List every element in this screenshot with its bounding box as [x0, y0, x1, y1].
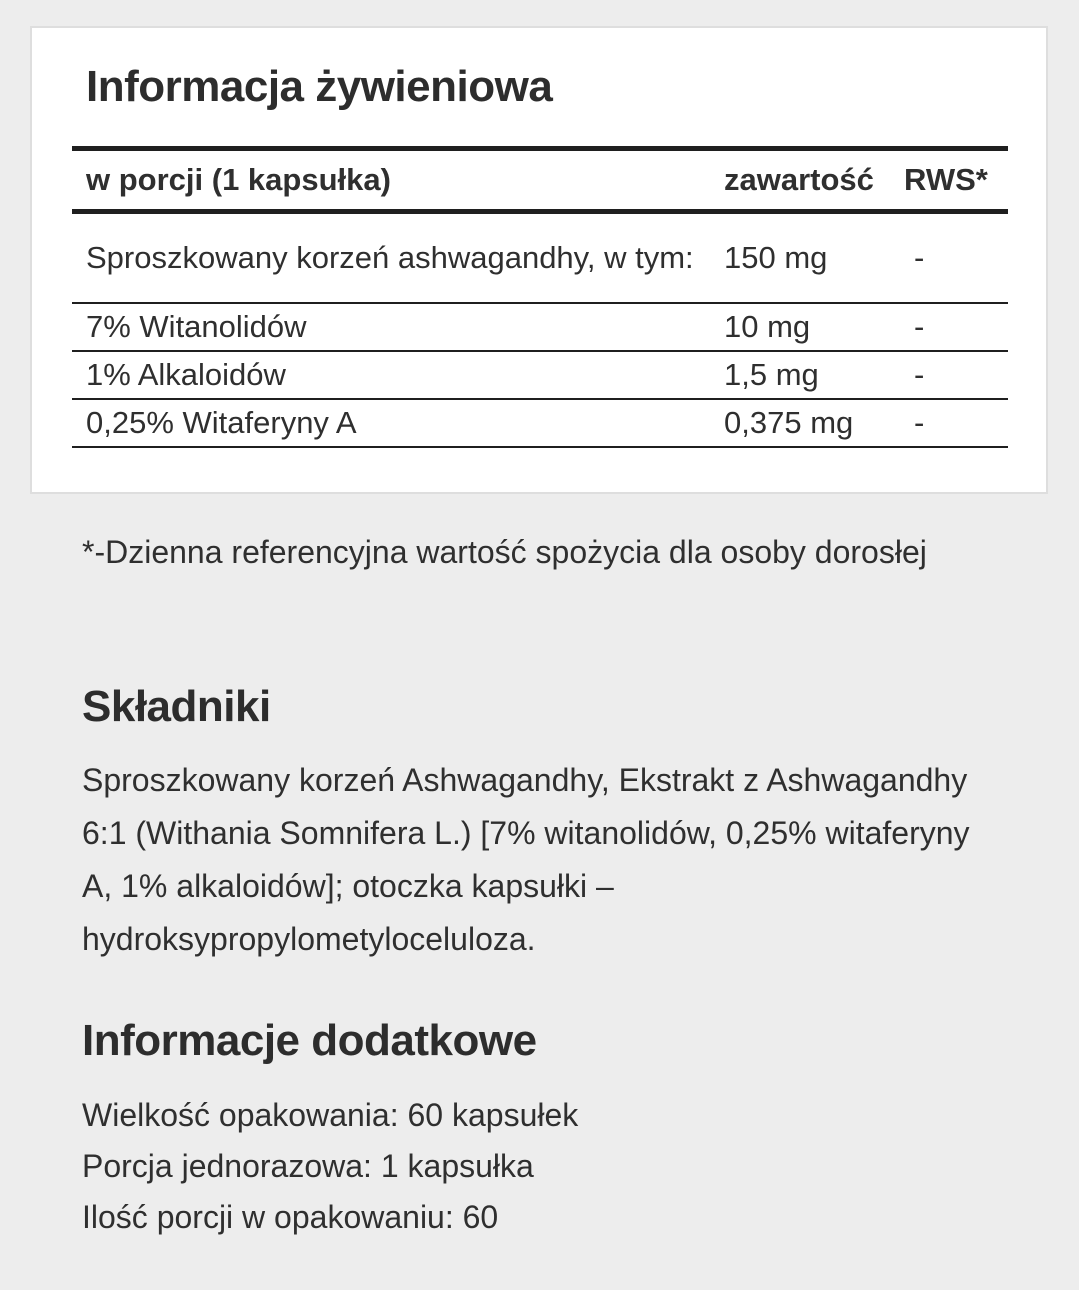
servings-per-package: Ilość porcji w opakowaniu: 60 [82, 1199, 499, 1235]
row-rws: - [904, 399, 1008, 447]
additional-info-heading: Informacje dodatkowe [82, 1016, 537, 1065]
table-row [72, 303, 1008, 351]
table-row [72, 351, 1008, 399]
ingredients-heading: Składniki [82, 682, 271, 731]
row-rws: - [904, 303, 1008, 351]
row-value: 0,375 mg [724, 399, 904, 447]
header-portion: w porcji (1 kapsułka) [72, 149, 724, 212]
row-rws: - [904, 351, 1008, 399]
row-name: Sproszkowany korzeń ashwagandhy, w tym: [72, 212, 724, 304]
row-value: 150 mg [724, 212, 904, 304]
rws-footnote: *-Dzienna referencyjna wartość spożycia dla osoby dorosłej [82, 534, 927, 570]
additional-info-list [82, 1090, 578, 1243]
nutrition-table [72, 146, 1008, 448]
nutrition-card [30, 26, 1048, 494]
ingredients-text: Sproszkowany korzeń Ashwagandhy, Ekstrakt z Ashwagandhy 6:1 (Withania Somnifera L.) [7% witanolidów, 0,25% witaferyny A, 1% alkaloidów]; otoczka kapsułki – hydroksypropylometyloceluloza. [82, 762, 970, 957]
row-name: 1% Alkaloidów [72, 351, 724, 399]
table-header-row [72, 149, 1008, 212]
nutrition-title: Informacja żywieniowa [86, 62, 553, 111]
row-name: 0,25% Witaferyny A [72, 399, 724, 447]
row-value: 10 mg [724, 303, 904, 351]
package-size: Wielkość opakowania: 60 kapsułek [82, 1097, 579, 1133]
header-content: zawartość [724, 149, 904, 212]
row-name: 7% Witanolidów [72, 303, 724, 351]
single-serving: Porcja jednorazowa: 1 kapsułka [82, 1148, 534, 1184]
table-row [72, 399, 1008, 447]
row-rws: - [904, 212, 1008, 304]
header-rws: RWS* [904, 149, 1008, 212]
table-row [72, 212, 1008, 304]
row-value: 1,5 mg [724, 351, 904, 399]
